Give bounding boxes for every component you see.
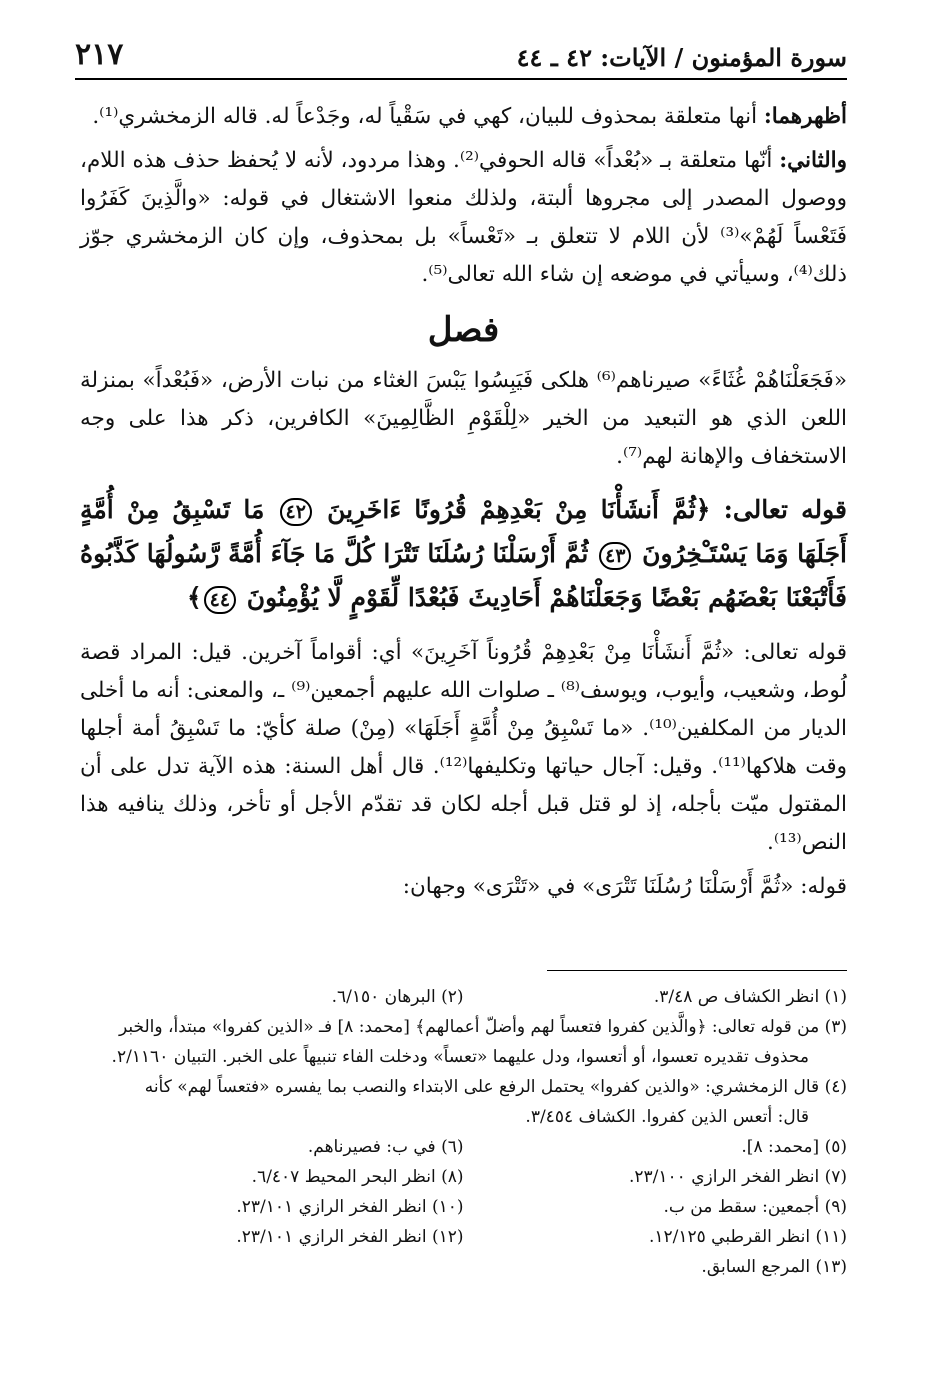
footnote: (٢) البرهان ٦/١٥٠. — [331, 987, 464, 1007]
paragraph-lead: أظهرهما: — [763, 104, 847, 129]
footnote: (١١) انظر القرطبي ١٢/١٢٥. — [648, 1227, 847, 1247]
footnote: (٨) انظر البحر المحيط ٦/٤٠٧. — [251, 1167, 464, 1187]
footnote — [80, 1012, 847, 1072]
footnote: (٥) [محمد: ٨]. — [741, 1137, 847, 1157]
verse-number-marker: ٤٣ — [599, 542, 631, 570]
footnote: (١) انظر الكشاف ص ٣/٤٨. — [653, 987, 847, 1007]
verse-number-marker: ٤٢ — [280, 498, 312, 526]
footnote-row — [80, 1162, 847, 1192]
running-title: سورة المؤمنون / الآيات: ٤٢ ـ ٤٤ — [516, 43, 847, 72]
quran-verse — [80, 488, 847, 620]
footnote: (٦) في ب: فصيرناهم. — [307, 1137, 464, 1157]
footnote: (١٠) انظر الفخر الرازي ٢٣/١٠١. — [236, 1197, 464, 1217]
footnote-separator — [547, 970, 847, 971]
footnote — [80, 1072, 847, 1132]
paragraph-second-view — [80, 142, 847, 294]
footnote-row — [80, 1132, 847, 1162]
footnote-line: محذوف تقديره تعسوا، أو أتعسوا، ودل عليهما «تعساً» ودخلت الفاء تنبيهاً على الخبر. التبيان ٢/١١٦٠. — [111, 1047, 809, 1067]
footnote: (٧) انظر الفخر الرازي ٢٣/١٠٠. — [629, 1167, 847, 1187]
footnote: (١٣) المرجع السابق. — [701, 1257, 847, 1277]
paragraph-text: أنّها متعلقة بـ «بُعْداً» قاله الحوفي⁽²⁾. وهذا مردود، لأنه لا يُحفظ حذف هذه اللام، ووصول المصدر إلى مجروها ألبتة، ولذلك منعوا الاشتغال في قوله: «والَّذِينَ كَفَرُوا فَتَعْساً لَهُمْ»⁽³⁾ لأن اللام لا تتعلق بـ «تَعْساً» بل بمحذوف، وإن كان الزمخشري جوّز ذلك⁽⁴⁾، وسيأتي في موضعه إن شاء الله تعالى⁽⁵⁾. — [80, 148, 847, 287]
paragraph-commentary-tatra: قوله: «ثُمَّ أَرْسَلْنَا رُسُلَنَا تَتْرَى» في «تَتْرَى» وجهان: — [402, 874, 847, 899]
page-header — [75, 30, 847, 80]
verse-close: ﴾ — [186, 583, 202, 612]
verse-text: مَا تَسْبِقُ مِنْ أُمَّةٍ أَجَلَهَا وَمَا يَسْتَـْخِرُونَ — [80, 495, 847, 568]
footnote: (٩) أجمعين: سقط من ب. — [663, 1197, 847, 1217]
verse-intro: قوله تعالى: — [710, 495, 847, 524]
footnote-row — [80, 1222, 847, 1252]
verse-text: ثُمَّ أَرْسَلْنَا رُسُلَنَا تَتْرَا كُلَّ مَا جَآءَ أُمَّةً رَّسُولُهَا كَذَّبُوهُ فَأَتْبَعْنَا بَعْضَهُم بَعْضًا وَجَعَلْنَاهُمْ أَحَادِيثَ فَبُعْدًا لِّقَوْمٍ لَّا يُؤْمِنُونَ — [80, 539, 847, 612]
verse-number-marker: ٤٤ — [204, 586, 236, 614]
paragraph-text: أنها متعلقة بمحذوف للبيان، كهي في سَقْياً له، وجَدْعاً له. قاله الزمخشري⁽¹⁾. — [92, 104, 764, 129]
footnote-row — [80, 982, 847, 1012]
verse-text: ﴿ثُمَّ أَنشَأْنَا مِنْ بَعْدِهِمْ قُرُونًا ءَاخَرِينَ — [313, 495, 711, 524]
section-heading: فصل — [427, 310, 500, 350]
footnote-row — [80, 1252, 847, 1282]
footnote-line: (٤) قال الزمخشري: «والذين كفروا» يحتمل الرفع على الابتداء والنصب بما يفسره «فتعساً لهم» كأنه — [144, 1077, 847, 1097]
footnote-line: (٣) من قوله تعالى: ﴿والَّذين كفروا فتعساً لهم وأضلّ أعمالهم﴾ [محمد: ٨] فـ «الذين كفروا» مبتدأ، والخبر — [118, 1017, 847, 1037]
footnote-line: قال: أتعس الذين كفروا. الكشاف ٣/٤٥٤. — [525, 1107, 809, 1127]
footnotes — [80, 982, 847, 1282]
paragraph-first-view — [80, 98, 847, 136]
footnote: (١٢) انظر الفخر الرازي ٢٣/١٠١. — [236, 1227, 464, 1247]
page-number: ٢١٧ — [75, 37, 124, 72]
paragraph-commentary: قوله تعالى: «ثُمَّ أَنشَأْنَا مِنْ بَعْدِهِمْ قُرُوناً آخَرِينَ» أي: أقواماً آخرين. قيل: المراد قصة لُوط، وشعيب، وأيوب، ويوسف⁽⁸⁾ ـ صلوات الله عليهم أجمعين⁽⁹⁾ ـ، والمعنى: أنه ما أخلى الديار من المكلفين⁽¹⁰⁾. «ما تَسْبِقُ مِنْ أُمَّةٍ أَجَلَهَا» (مِنْ) صلة كأيّ: ما تَسْبِقُ أمة أجلها وقت هلاكها⁽¹¹⁾. وقيل: آجال حياتها وتكليفها⁽¹²⁾. قال أهل السنة: هذه الآية تدل على أن المقتول ميّت بأجله، إذ لو قتل قبل أجله لكان قد تقدّم الأجل أو تأخر، وذلك ينافيه هذا النص⁽¹³⁾. — [80, 640, 848, 855]
main-text — [80, 98, 847, 912]
paragraph-lead: والثاني: — [779, 148, 847, 173]
footnote-row — [80, 1192, 847, 1222]
paragraph-tafsir: «فَجَعَلْنَاهُمْ غُثَاءً» صيرناهم⁽⁶⁾ هلكى فَيَبِسُوا يَبْسَ الغثاء من نبات الأرض، «فَبُعْداً» بمنزلة اللعن الذي هو التبعيد من الخير «لِلْقَوْمِ الظَّالِمِينَ» الكافرين، ذكر هذا على وجه الاستخفاف والإهانة لهم⁽⁷⁾. — [80, 368, 847, 469]
